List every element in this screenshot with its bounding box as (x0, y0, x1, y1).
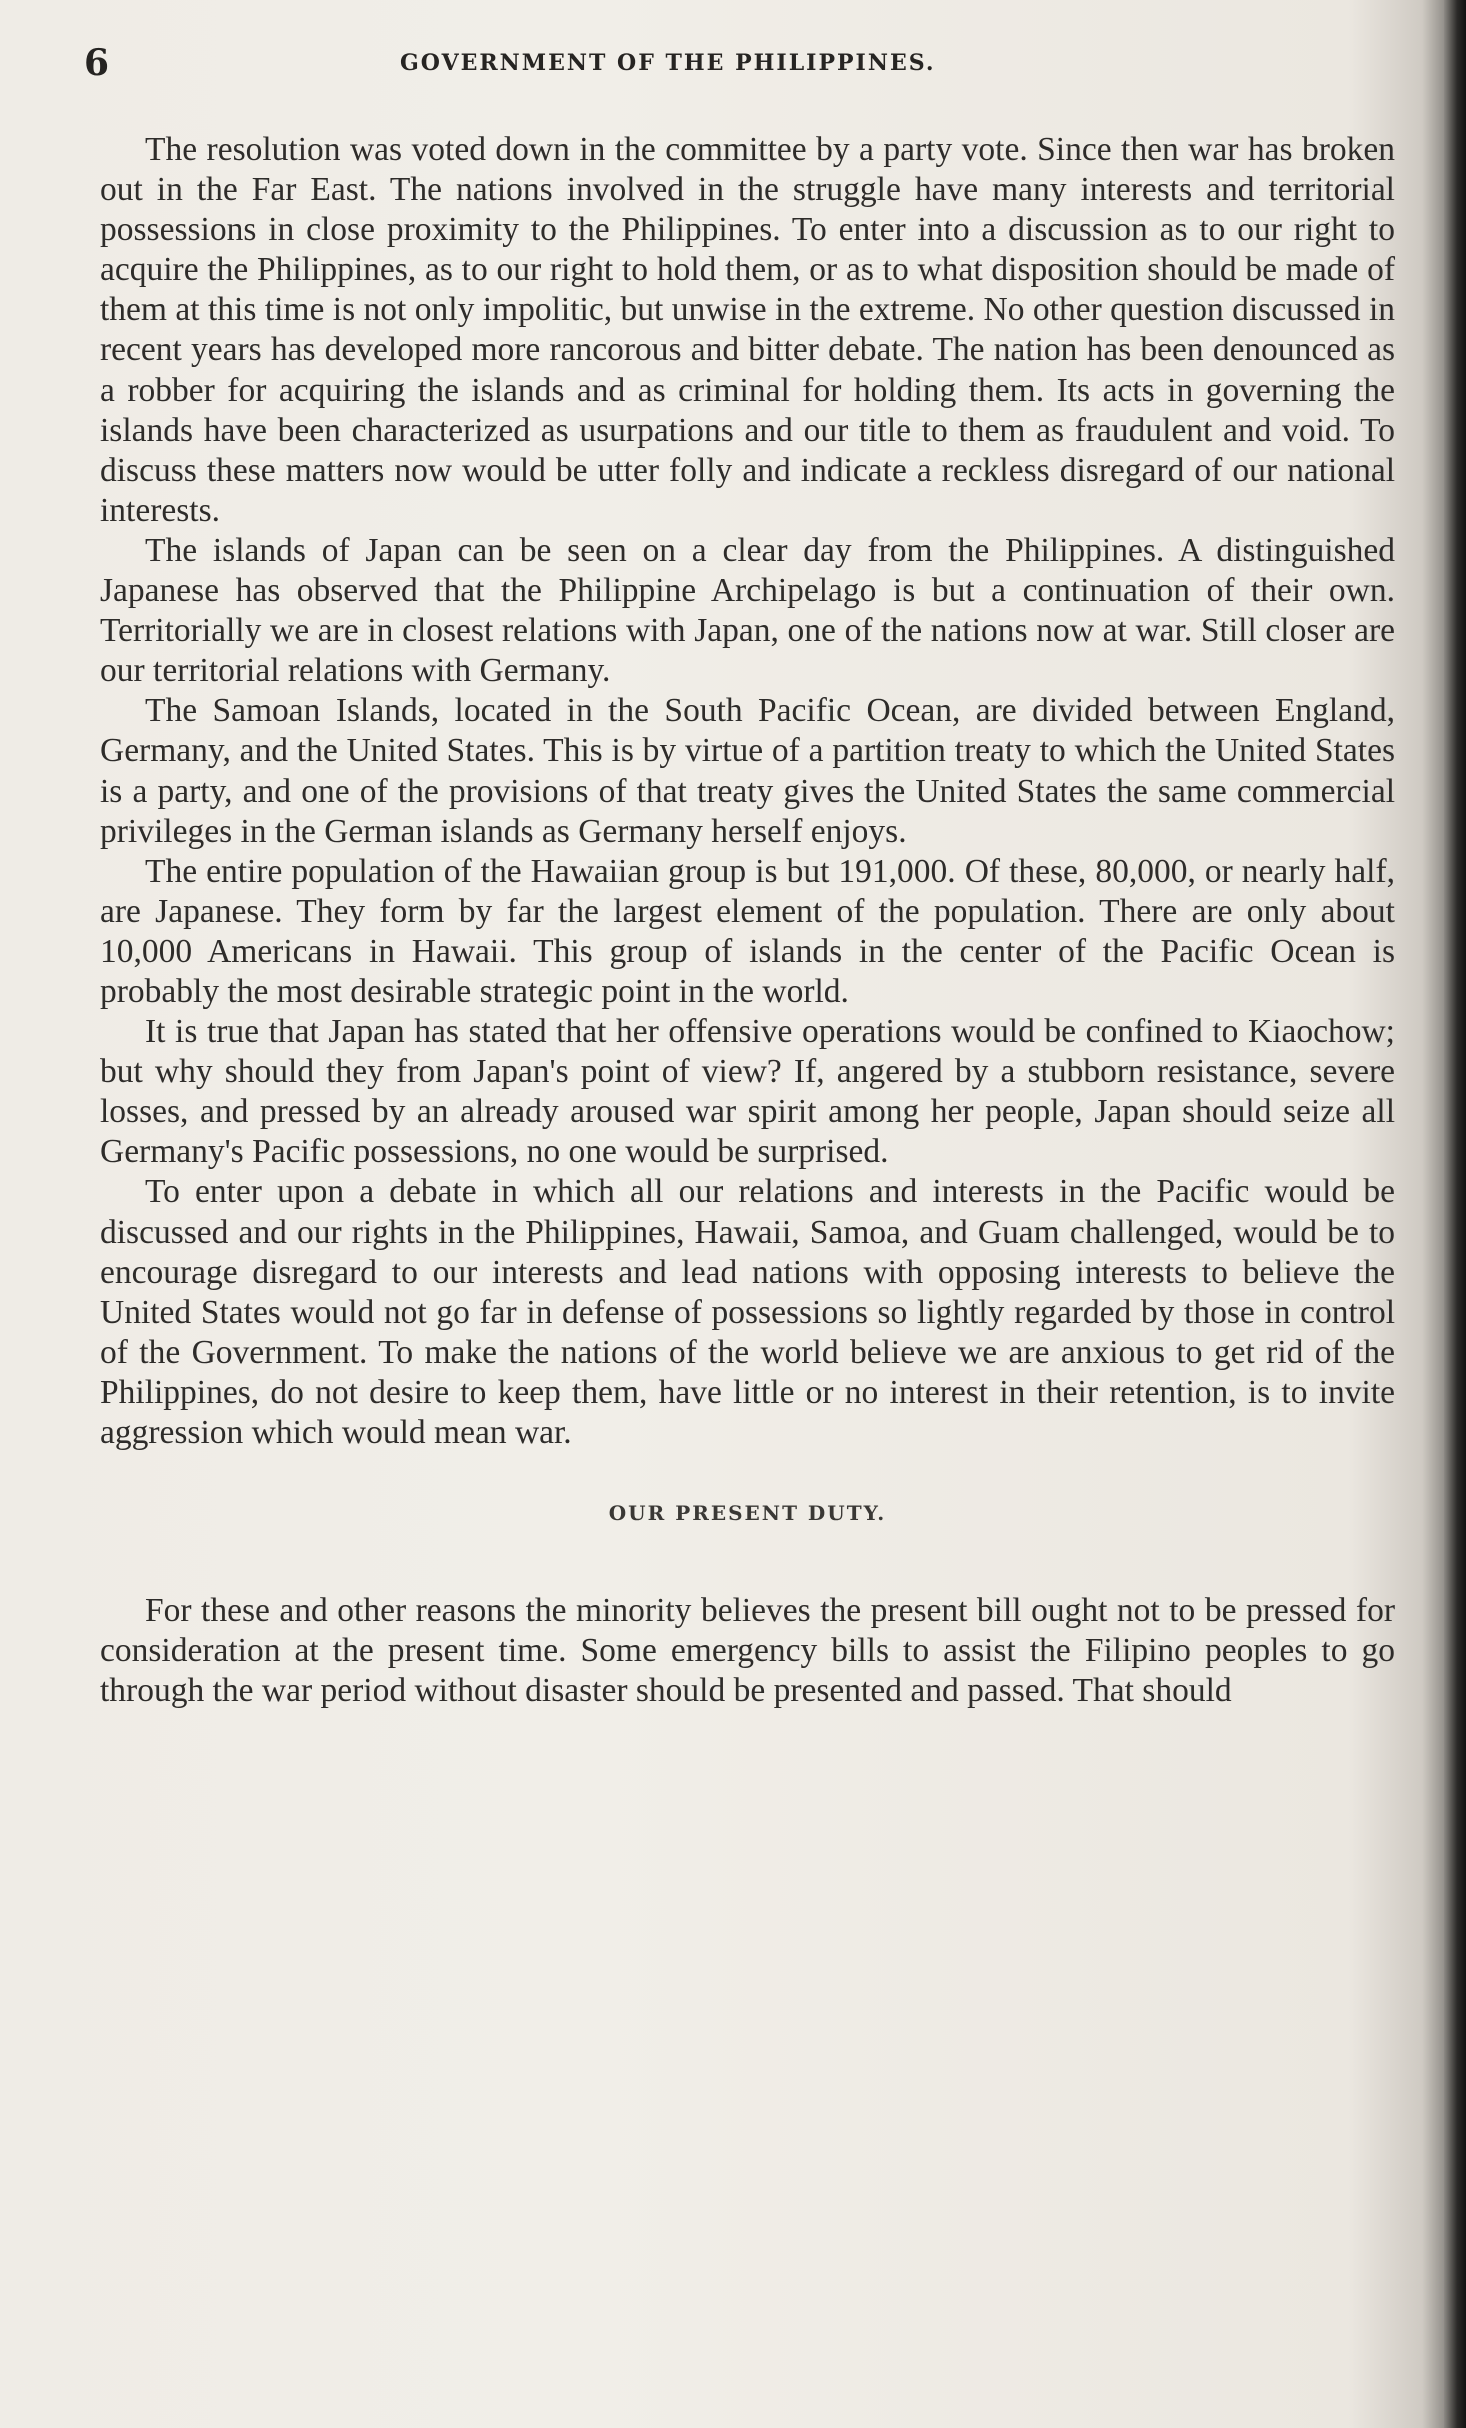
paragraph-japan: The islands of Japan can be seen on a clear day from the Philippines. A distinguished Japanese has observed that the Philippine Archipelago is but a continuation of their own. Territorially we are in closest relations with Japan, one of the nations now at war. Still closer are our territorial relations with Germany. (100, 531, 1395, 690)
paragraph-hawaii: The entire population of the Hawaiian group is but 191,000. Of these, 80,000, or nearly half, are Japanese. They form by far the largest element of the population. There are only about 10,000 Americans in Hawaii. This group of islands in the center of the Pacific Ocean is probably the most desirable strategic point in the world. (100, 852, 1395, 1010)
page-number: 6 (84, 42, 110, 84)
running-head: GOVERNMENT OF THE PHILIPPINES. (400, 50, 936, 76)
paragraph-debate: To enter upon a debate in which all our relations and interests in the Pacific would be discussed and our rights in the Philippines, Hawaii, Samoa, and Guam challenged, would be to encourage disregard to our interests and lead nations with opposing interests to believe the United States would not go far in defense of possessions so lightly regarded by those in control of the Government. To make the nations of the world believe we are anxious to get rid of the Philippines, do not desire to keep them, have little or no interest in their retention, is to invite aggression which would mean war. (100, 1173, 1395, 1451)
page-header (80, 42, 1400, 102)
paragraph-kiaochow: It is true that Japan has stated that her offensive operations would be confined to Kiaochow; but why should they from Japan's point of view? If, angered by a stubborn resistance, severe losses, and pressed by an already aroused war spirit among her people, Japan should seize all Germany's Pacific possessions, no one would be surprised. (100, 1013, 1395, 1171)
binding-shadow (1444, 0, 1466, 2428)
section-heading: OUR PRESENT DUTY. (608, 1501, 887, 1526)
body-text (100, 130, 1395, 1711)
paragraph-present-duty: For these and other reasons the minority believes the present bill ought not to be pressed for consideration at the present time. Some emergency bills to assist the Filipino peoples to go through the war period without disaster should be presented and passed. That should (100, 1592, 1395, 1710)
paragraph-resolution: The resolution was voted down in the committee by a party vote. Since then war has broken out in the Far East. The nations involved in the struggle have many interests and territorial possessions in close proximity to the Philippines. To enter into a discussion as to our right to acquire the Philippines, as to our right to hold them, or as to what disposition should be made of them at this time is not only impolitic, but unwise in the extreme. No other question discussed in recent years has developed more rancorous and bitter debate. The nation has been denounced as a robber for acquiring the islands and as criminal for holding them. Its acts in governing the islands have been characterized as usurpations and our title to them as fraudulent and void. To discuss these matters now would be utter folly and indicate a reckless disregard of our national interests. (100, 131, 1395, 529)
paragraph-samoa: The Samoan Islands, located in the South Pacific Ocean, are divided between England, Germany, and the United States. This is by virtue of a partition treaty to which the United States is a party, and one of the provisions of that treaty gives the United States the same commercial privileges in the German islands as Germany herself enjoys. (100, 692, 1395, 850)
